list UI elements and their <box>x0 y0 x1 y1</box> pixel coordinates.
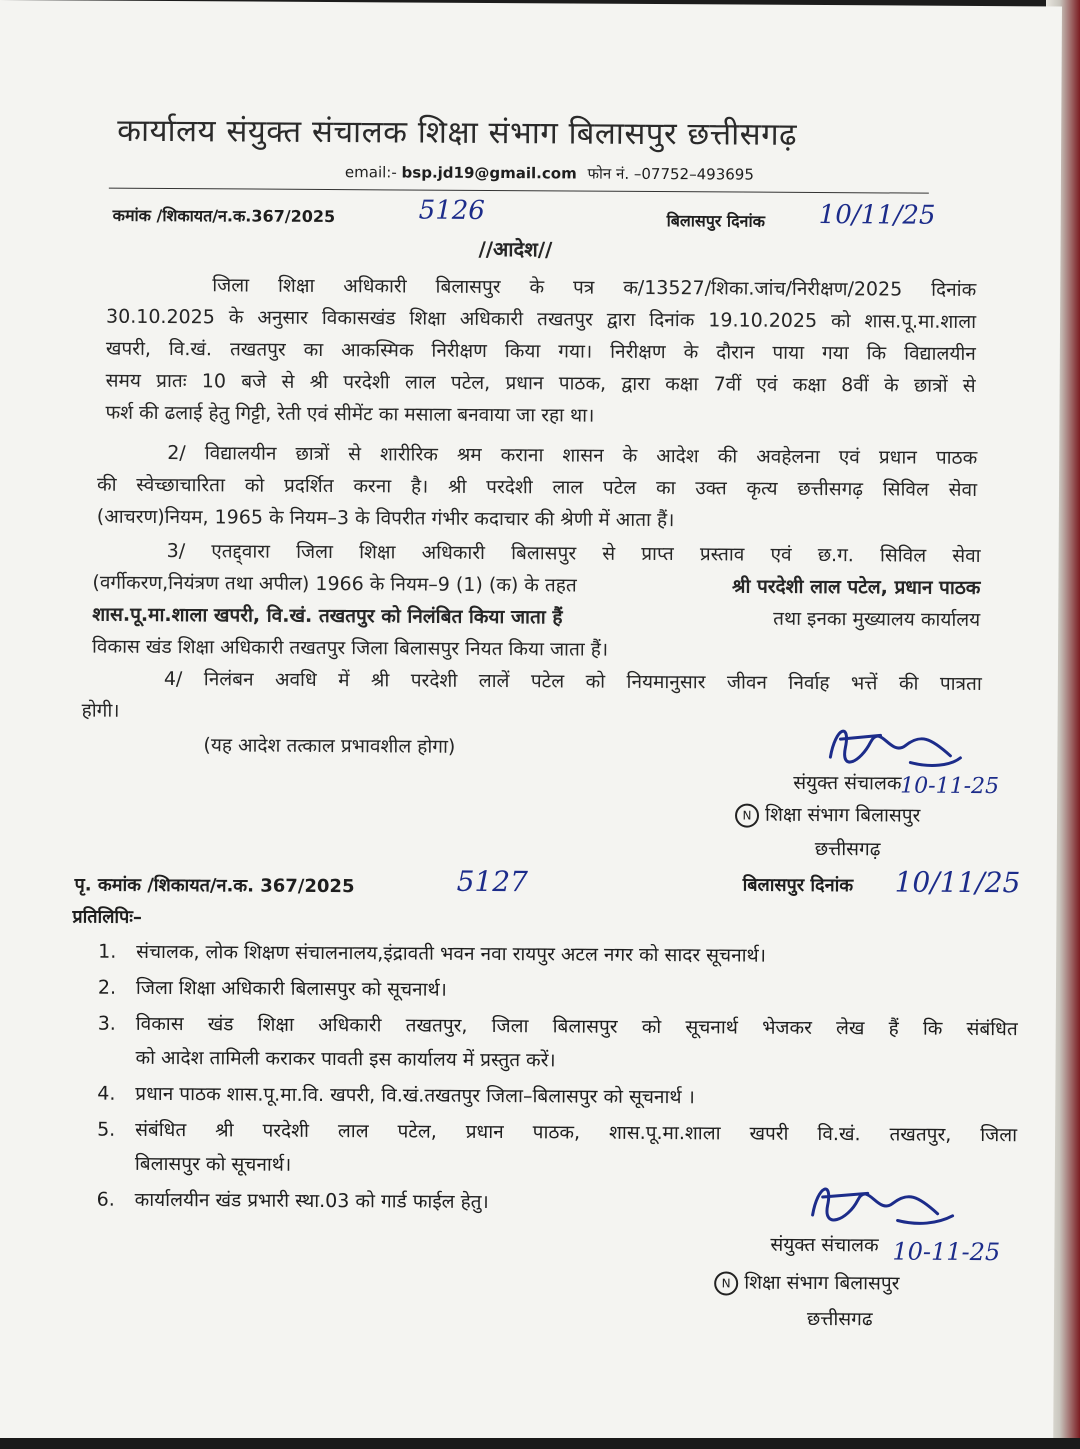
signature-1-state: छत्तीसगढ़ <box>814 837 881 861</box>
signature-1-designation: संयुक्त संचालक <box>793 771 902 795</box>
signature-1-date: 10-11-25 <box>900 773 1000 800</box>
signature-2 <box>792 1175 962 1236</box>
suspended-person: श्री परदेशी लाल पटेल, प्रधान पाठक <box>731 575 981 599</box>
paragraph-line: फर्श की ढलाई हेतु गिट्टी, रेती एवं सीमेंट का मसाला बनवाया जा रहा था। <box>105 401 595 427</box>
list-item <box>97 1007 1017 1081</box>
header-divider <box>109 188 929 194</box>
paragraph-line: की स्वेच्छाचारिता को प्रदर्शित करना है। श्री परदेशी लाल पटेल का उक्त कृत्य छत्तीसगढ़ सिविल सेवा <box>96 473 978 501</box>
paragraph-text: (वर्गीकरण,नियंत्रण तथा अपील) 1966 के नियम–9 (1) (क) के तहत <box>92 571 577 597</box>
paragraph-line: खपरी, वि.खं. तखतपुर का आकस्मिक निरीक्षण किया गया। निरीक्षण के दौरान पाया गया कि विद्यालयीन <box>105 337 976 365</box>
order-reference-number: कमांक /शिकायत/न.क.367/2025 <box>112 205 336 227</box>
signature-2-date: 10-11-25 <box>892 1237 1001 1267</box>
copy-heading: प्रतिलिपिः– <box>72 906 143 928</box>
n-stamp: N <box>714 1271 738 1295</box>
list-number: 1. <box>98 940 117 963</box>
paragraph-line: 4/ निलंबन अवधि में श्री परदेशी लालें पटेल को नियमानुसार जीवन निर्वाह भत्तें की पात्रता <box>163 668 982 696</box>
list-number: 6. <box>96 1188 115 1211</box>
effect-note: (यह आदेश तत्काल प्रभावशील होगा) <box>203 734 456 758</box>
paragraph-line <box>92 599 980 636</box>
list-item <box>97 1077 1017 1117</box>
list-number: 3. <box>97 1012 116 1035</box>
paragraph-line: जिला शिक्षा अधिकारी बिलासपुर के पत्र क/13527/शिका.जांच/निरीक्षण/2025 दिनांक <box>212 274 977 301</box>
paragraph-line: 2/ विद्यालयीन छात्रों से शारीरिक श्रम कराना शासन के आदेश की अवहेलना एवं प्रधान पाठक <box>167 442 978 469</box>
list-line: संबंधित श्री परदेशी लाल पटेल, प्रधान पाठक, शास.पू.मा.शाला खपरी वि.खं. तखतपुर, जिला <box>135 1118 1018 1147</box>
list-number: 5. <box>97 1118 116 1141</box>
paragraph-line: विकास खंड शिक्षा अधिकारी तखतपुर जिला बिलासपुर नियत किया जाता हैं। <box>91 635 609 661</box>
paragraph-3 <box>92 535 981 668</box>
n-stamp: N <box>735 803 759 827</box>
signature-2-division <box>714 1268 899 1296</box>
paragraph-text: तथा इनका मुख्यालय कार्यालय <box>773 607 981 631</box>
signature-2-division-text: शिक्षा संभाग बिलासपुर <box>744 1271 900 1295</box>
handwritten-copy-date: 10/11/25 <box>894 865 1021 900</box>
paragraph-line: 30.10.2025 के अनुसार विकासखंड शिक्षा अधिकारी तखतपुर द्वारा दिनांक 19.10.2025 को शास.पू.मा.शाला <box>106 305 977 333</box>
page-edge-bottom <box>0 1438 1080 1449</box>
list-text: प्रधान पाठक शास.पू.मा.वि. खपरी, वि.खं.तखतपुर जिला–बिलासपुर को सूचनार्थ । <box>135 1082 695 1109</box>
contact-line <box>345 162 754 184</box>
signature-2-state: छत्तीसगढ <box>806 1307 873 1331</box>
list-text: जिला शिक्षा अधिकारी बिलासपुर को सूचनार्थ। <box>135 976 447 1001</box>
list-line: को आदेश तामिली कराकर पावती इस कार्यालय में प्रस्तुत करें। <box>135 1046 556 1072</box>
paragraph-line: (आचरण)नियम, 1965 के नियम–3 के विपरीत गंभीर कदाचार की श्रेणी में आता हैं। <box>96 505 675 532</box>
handwritten-copy-number: 5127 <box>456 864 528 899</box>
list-item <box>98 971 1018 1011</box>
office-title: कार्यालय संयुक्त संचालक शिक्षा संभाग बिलासपुर छत्तीसगढ़ <box>117 112 798 153</box>
list-text: संचालक, लोक शिक्षण संचालनालय,इंद्रावती भवन नवा रायपुर अटल नगर को सादर सूचनार्थ। <box>136 940 767 967</box>
list-number: 2. <box>97 976 117 999</box>
paragraph-1 <box>105 269 976 434</box>
signature-2-designation: संयुक्त संचालक <box>770 1233 879 1257</box>
list-line: बिलासपुर को सूचनार्थ। <box>134 1152 292 1176</box>
copy-reference-number: पृ. कमांक /शिकायत/न.क. 367/2025 <box>74 874 355 898</box>
paragraph-line <box>92 567 980 604</box>
list-text <box>135 1007 1017 1080</box>
email-label: email:- <box>344 163 397 182</box>
copy-date-label: बिलासपुर दिनांक <box>742 874 854 897</box>
email-address: bsp.jd19@gmail.com <box>401 163 577 183</box>
handwritten-order-date: 10/11/25 <box>818 200 936 231</box>
phone-number: फोन नं. –07752–493695 <box>587 164 754 184</box>
paragraph-line: 3/ एतद्द्वारा जिला शिक्षा अधिकारी बिलासपुर से प्राप्त प्रस्ताव एवं छ.ग. सिविल सेवा <box>166 540 981 568</box>
order-heading: //आदेश// <box>478 236 553 262</box>
paragraph-line: समय प्रातः 10 बजे से श्री परदेशी लाल पटेल, प्रधान पाठक, द्वारा कक्षा 7वीं एवं कक्षा 8वीं के छात्रों से <box>105 369 976 397</box>
suspension-statement: शास.पू.मा.शाला खपरी, वि.खं. तखतपुर को निलंबित किया जाता हैं <box>92 603 563 629</box>
list-item <box>98 935 1018 975</box>
signature-1-division <box>735 801 920 829</box>
list-text: कार्यालयीन खंड प्रभारी स्था.03 को गार्ड फाईल हेतु। <box>134 1188 489 1214</box>
list-number: 4. <box>97 1082 116 1105</box>
order-date-label: बिलासपुर दिनांक <box>666 211 765 231</box>
paragraph-2 <box>97 437 978 538</box>
handwritten-reference-number: 5126 <box>418 195 485 226</box>
signature-1-division-text: शिक्षा संभाग बिलासपुर <box>765 803 921 827</box>
paragraph-line: होगी। <box>81 699 120 722</box>
list-line: विकास खंड शिक्षा अधिकारी तखतपुर, जिला बिलासपुर को सूचनार्थ भेजकर लेख हैं कि संबंधित <box>135 1012 1018 1041</box>
